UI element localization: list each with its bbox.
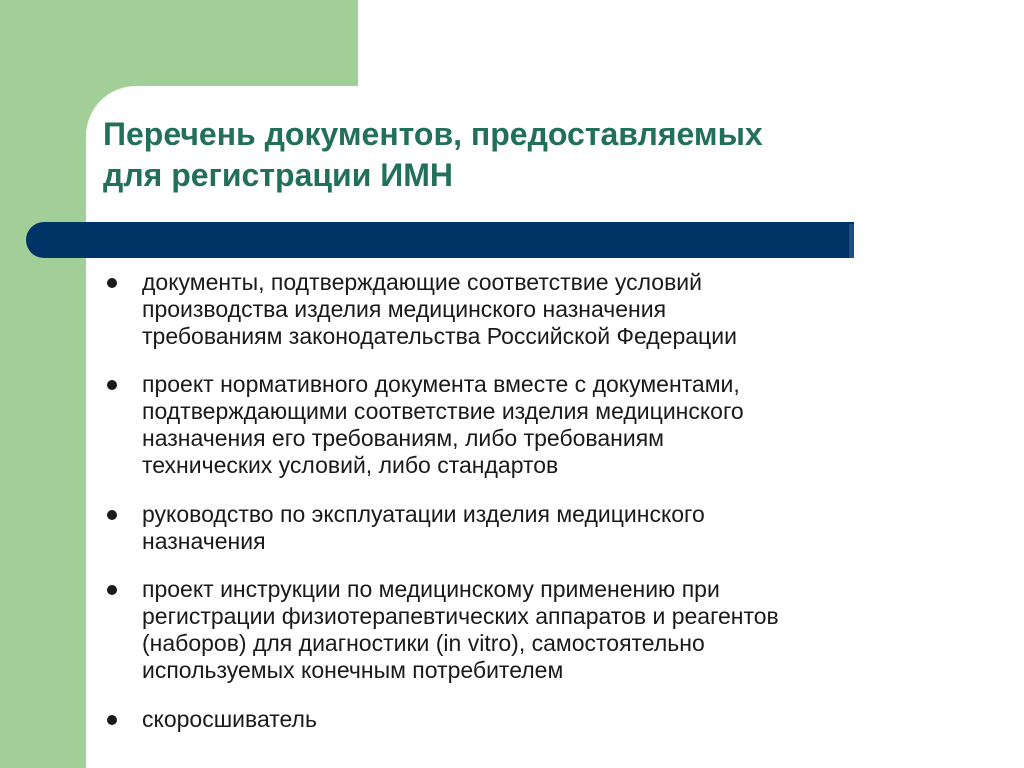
bullet-dot-icon <box>107 715 117 725</box>
bullet-dot-icon <box>107 278 117 288</box>
bullet-text: скоросшиватель <box>142 706 317 732</box>
slide-title-line-1: Перечень документов, предоставляемых <box>103 116 763 152</box>
bullet-dot-icon <box>107 585 117 595</box>
bullet-dot-icon <box>107 510 117 520</box>
title-underline-bar <box>26 222 854 258</box>
slide-title <box>103 114 983 196</box>
bullet-text: руководство по эксплуатации изделия медицинского назначения <box>142 501 705 554</box>
title-bar-shadow <box>849 224 854 258</box>
bullet-text: проект нормативного документа вместе с документами, подтверждающими соответствие изделия медицинского назначения его требованиям, либо требованиям технических условий, либо стандартов <box>142 371 744 478</box>
bullet-dot-icon <box>107 380 117 390</box>
bullet-text: проект инструкции по медицинскому применению при регистрации физиотерапевтических аппаратов и реагентов (наборов) для диагностики (in vitro), самостоятельно используемых конечным потребителем <box>142 576 779 683</box>
bullet-text: документы, подтверждающие соответствие условий производства изделия медицинского назначения требованиям законодательства Российской Федерации <box>142 269 737 349</box>
slide-title-line-2: для регистрации ИМН <box>103 157 454 193</box>
